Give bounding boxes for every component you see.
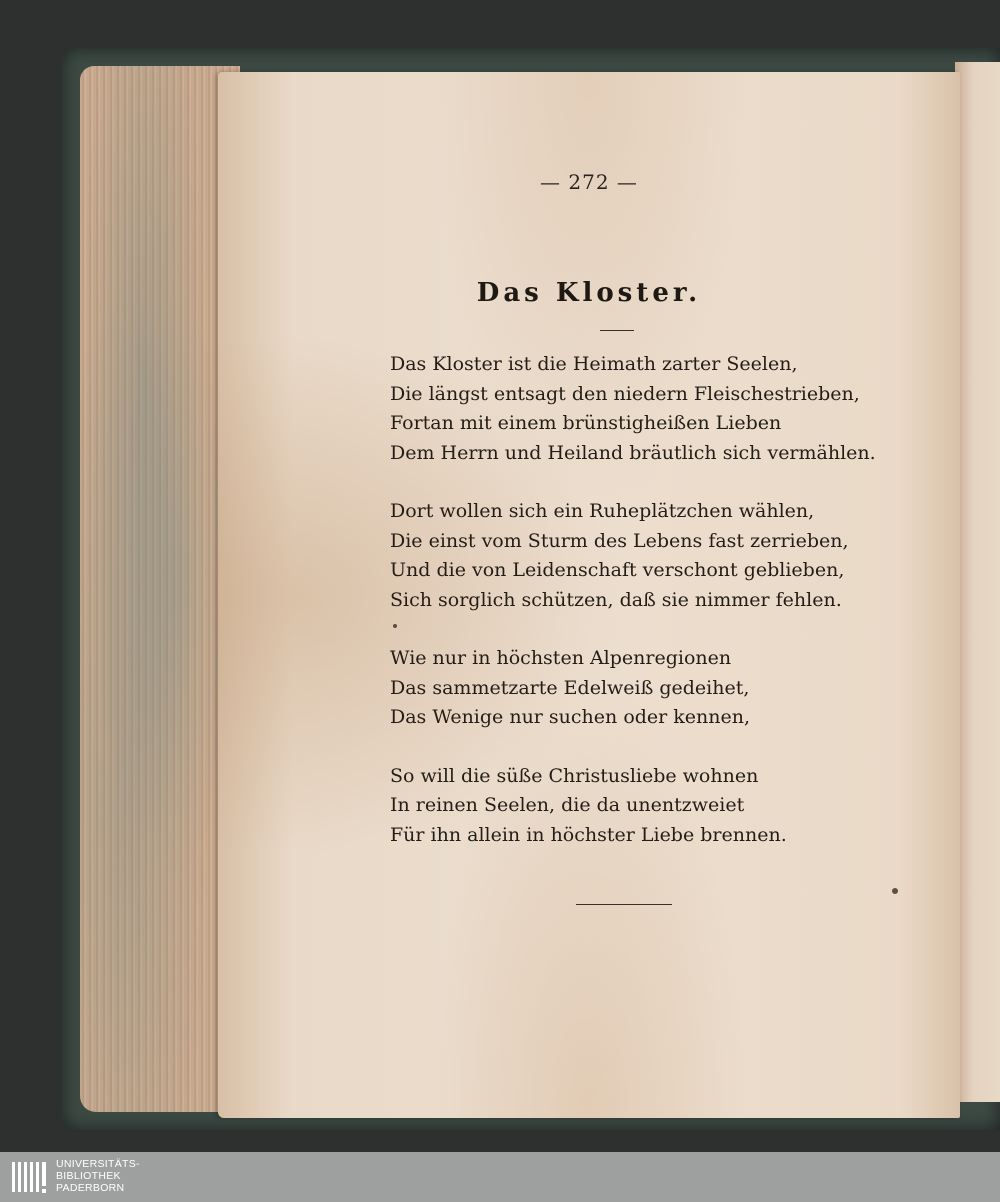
poem-line: Die einst vom Sturm des Lebens fast zerrieben,	[390, 529, 849, 552]
page-edges	[80, 66, 240, 1112]
poem-line: In reinen Seelen, die da unentzweiet	[390, 794, 745, 816]
book-page	[218, 72, 960, 1118]
library-name	[56, 1158, 140, 1194]
poem-line: Das Kloster ist die Heimath zarter Seelen,	[390, 353, 798, 375]
stanza	[390, 762, 870, 851]
paper-speck	[393, 624, 397, 628]
poem-line: Das sammetzarte Edelweiß gedeihet,	[390, 676, 750, 699]
poem-line: Und die von Leidenschaft verschont geblieben,	[390, 559, 845, 581]
library-logo-icon	[10, 1156, 50, 1198]
title-divider	[600, 330, 634, 331]
library-name-line: PADERBORN	[56, 1182, 125, 1194]
poem-line: So will die süße Christusliebe wohnen	[390, 764, 759, 787]
stanza	[390, 350, 876, 468]
paper-speck	[892, 888, 898, 894]
library-footer	[0, 1152, 1000, 1202]
poem-line: Für ihn allein in höchster Liebe brennen.	[390, 823, 787, 846]
stanza	[390, 644, 870, 733]
poem-line: Dem Herrn und Heiland bräutlich sich vermählen.	[390, 441, 876, 464]
poem-line: Sich sorglich schützen, daß sie nimmer fehlen.	[390, 588, 842, 611]
library-name-line: BIBLIOTHEK	[56, 1170, 121, 1182]
poem-line: Das Wenige nur suchen oder kennen,	[390, 706, 751, 728]
poem-line: Die längst entsagt den niedern Fleischestrieben,	[390, 382, 860, 405]
poem-body	[390, 350, 876, 879]
stanza	[390, 497, 870, 615]
poem-line: Dort wollen sich ein Ruheplätzchen wählen,	[390, 500, 815, 522]
library-name-line: UNIVERSITÄTS-	[56, 1158, 140, 1170]
page-number: — 272 —	[540, 170, 638, 194]
end-divider	[576, 904, 672, 905]
poem-line: Fortan mit einem brünstigheißen Lieben	[390, 412, 782, 434]
facing-page	[955, 62, 1000, 1102]
poem-line: Wie nur in höchsten Alpenregionen	[390, 647, 732, 669]
poem-title: Das Kloster.	[476, 278, 702, 308]
